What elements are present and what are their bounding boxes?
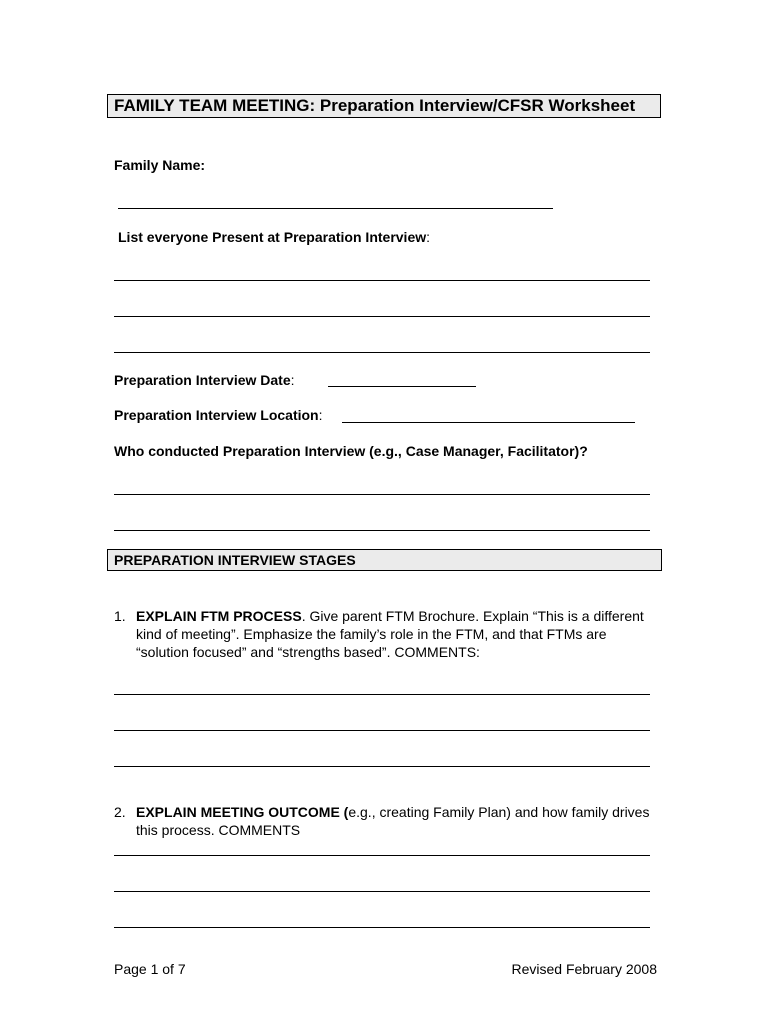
document-title: FAMILY TEAM MEETING: Preparation Interview/CFSR Worksheet: [107, 94, 661, 118]
conducted-line-1[interactable]: [114, 494, 650, 495]
stage-item-1: [114, 607, 654, 661]
family-name-label: Family Name:: [114, 157, 206, 173]
present-label-text: List everyone Present at Preparation Interview: [118, 229, 427, 245]
stages-header: PREPARATION INTERVIEW STAGES: [107, 549, 662, 571]
present-line-2[interactable]: [114, 316, 650, 317]
item2-comment-line-3[interactable]: [114, 927, 650, 928]
item2-comment-line-2[interactable]: [114, 891, 650, 892]
location-label-text: Preparation Interview Location: [114, 407, 319, 423]
stage-item-2: [114, 803, 654, 839]
item1-comment-line-2[interactable]: [114, 730, 650, 731]
stage-item-number: 1.: [114, 608, 126, 624]
stage-item-heading: EXPLAIN MEETING OUTCOME (: [136, 804, 349, 820]
item2-comment-line-1[interactable]: [114, 855, 650, 856]
stage-item-text: . Give parent FTM Brochure. Explain “This is a different kind of meeting”. Emphasize the family’s role in the FTM, and that FTMs are “solution focused” and “strengths based”. COMMENTS:: [136, 608, 644, 660]
date-label-text: Preparation Interview Date: [114, 372, 291, 388]
stage-item-text: e.g., creating Family Plan) and how family drives this process. COMMENTS: [136, 804, 650, 838]
date-field[interactable]: [328, 386, 476, 387]
date-label: [114, 372, 295, 389]
location-label-colon: :: [318, 407, 323, 423]
conducted-label: Who conducted Preparation Interview (e.g., Case Manager, Facilitator)?: [114, 443, 588, 459]
stage-item-number: 2.: [114, 804, 126, 820]
revised-date: Revised February 2008: [511, 961, 657, 977]
location-label: [114, 407, 323, 424]
family-name-field[interactable]: [118, 208, 553, 209]
item1-comment-line-1[interactable]: [114, 694, 650, 695]
item1-comment-line-3[interactable]: [114, 766, 650, 767]
date-label-colon: :: [290, 372, 295, 388]
present-line-1[interactable]: [114, 280, 650, 281]
present-line-3[interactable]: [114, 352, 650, 353]
present-label: [118, 229, 430, 246]
present-label-colon: :: [426, 229, 431, 245]
conducted-line-2[interactable]: [114, 530, 650, 531]
location-field[interactable]: [342, 422, 635, 423]
stage-item-heading: EXPLAIN FTM PROCESS: [136, 608, 302, 624]
page-number: Page 1 of 7: [114, 961, 186, 977]
